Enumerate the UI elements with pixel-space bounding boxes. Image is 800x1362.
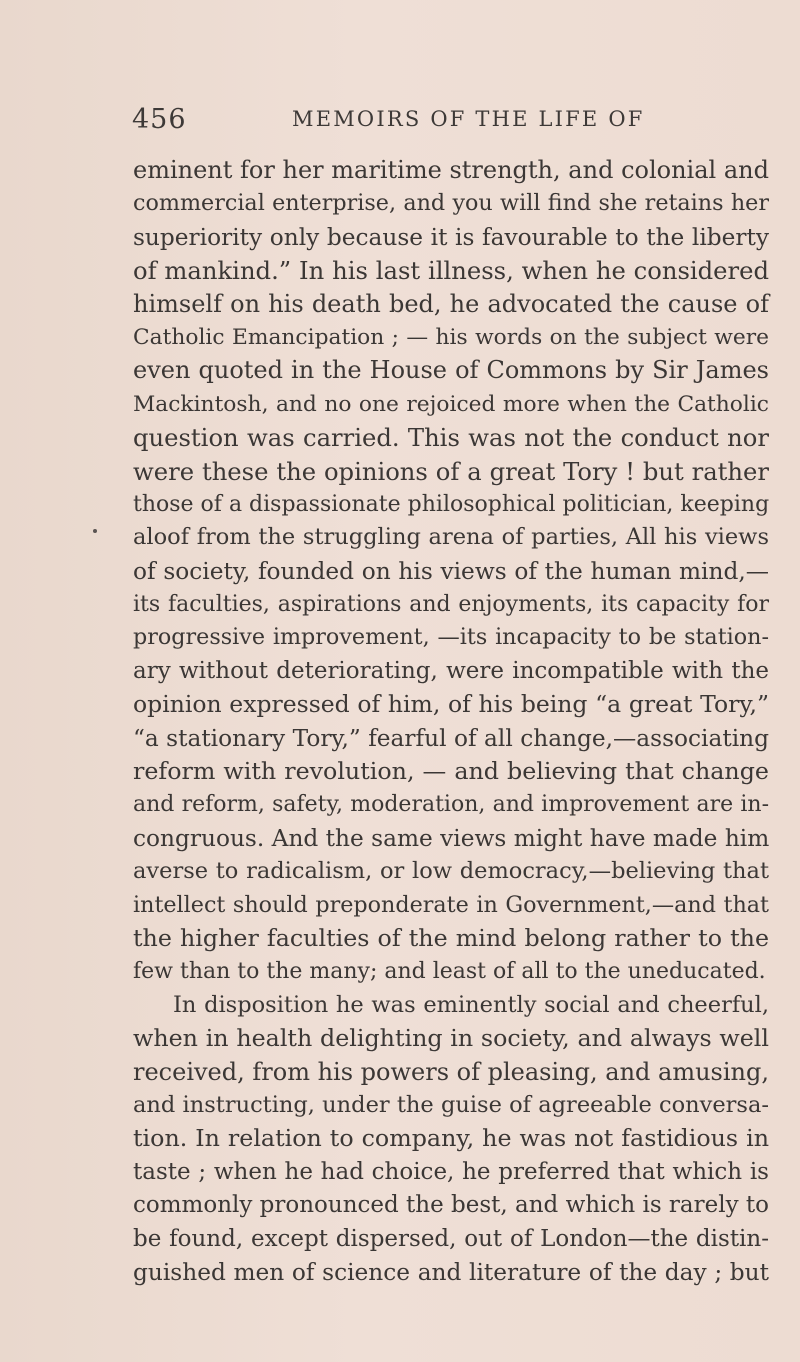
text-line: even quoted in the House of Commons by Sir James — [133, 356, 769, 385]
text-line: eminent for her maritime strength, and colonial and — [133, 156, 769, 184]
text-line: himself on his death bed, he advocated the cause of — [133, 289, 769, 318]
text-line: intellect should preponderate in Government,—and that — [133, 891, 769, 918]
text-line: were these the opinions of a great Tory ! but rather — [133, 456, 769, 486]
text-line: averse to radicalism, or low democracy,—believing that — [133, 858, 769, 885]
text-line: progressive improvement, —its incapacity to be station- — [133, 624, 769, 651]
text-line: its faculties, aspirations and enjoyments, its capacity for — [133, 592, 769, 618]
body-text — [133, 154, 769, 1289]
text-line: taste ; when he had choice, he preferred that which is — [133, 1158, 769, 1185]
text-line: the higher faculties of the mind belong rather to the — [133, 923, 769, 952]
text-line: of society, founded on his views of the human mind,— — [133, 557, 769, 585]
text-line: opinion expressed of him, of his being “a great Tory,” — [133, 690, 769, 719]
text-line: congruous. And the same views might have made him — [133, 824, 770, 852]
text-line: of mankind.” In his last illness, when he considered — [133, 256, 769, 286]
text-line: be found, except dispersed, out of London—the distin- — [133, 1225, 769, 1252]
text-line: those of a dispassionate philosophical politician, keeping — [133, 491, 770, 517]
text-line: tion. In relation to company, he was not fastidious in — [133, 1124, 769, 1153]
text-line: commonly pronounced the best, and which is rarely to — [133, 1192, 769, 1219]
running-title: MEMOIRS OF THE LIFE OF — [292, 107, 645, 131]
text-line: question was carried. This was not the conduct nor — [133, 423, 769, 453]
text-line: guished men of science and literature of the day ; but — [133, 1258, 769, 1286]
text-line: Catholic Emancipation ; — his words on the subject were — [133, 324, 769, 350]
text-line: Mackintosh, and no one rejoiced more when the Catholic — [133, 391, 769, 417]
text-line: aloof from the struggling arena of parties, All his views — [133, 524, 769, 551]
page-number: 456 — [132, 104, 187, 135]
text-line: when in health delighting in society, and always well — [133, 1024, 769, 1053]
text-line: ary without deteriorating, were incompatible with the — [133, 657, 769, 684]
text-line: superiority only because it is favourable to the liberty — [133, 223, 769, 251]
margin-dot-mark — [93, 529, 97, 533]
text-line: commercial enterprise, and you will find she retains her — [133, 190, 769, 217]
text-line: “a stationary Tory,” fearful of all change,—associating — [133, 724, 769, 752]
paragraph-start-line: In disposition he was eminently social and cheerful, — [173, 991, 769, 1018]
page-header — [0, 100, 800, 140]
text-line: received, from his powers of pleasing, and amusing, — [133, 1057, 769, 1086]
text-line: and reform, safety, moderation, and improvement are in- — [133, 792, 769, 818]
text-line: and instructing, under the guise of agreeable conversa- — [133, 1091, 769, 1118]
paragraph-end-line: few than to the many; and least of all to the uneducated. — [133, 959, 766, 985]
text-line: reform with revolution, — and believing that change — [133, 757, 769, 786]
